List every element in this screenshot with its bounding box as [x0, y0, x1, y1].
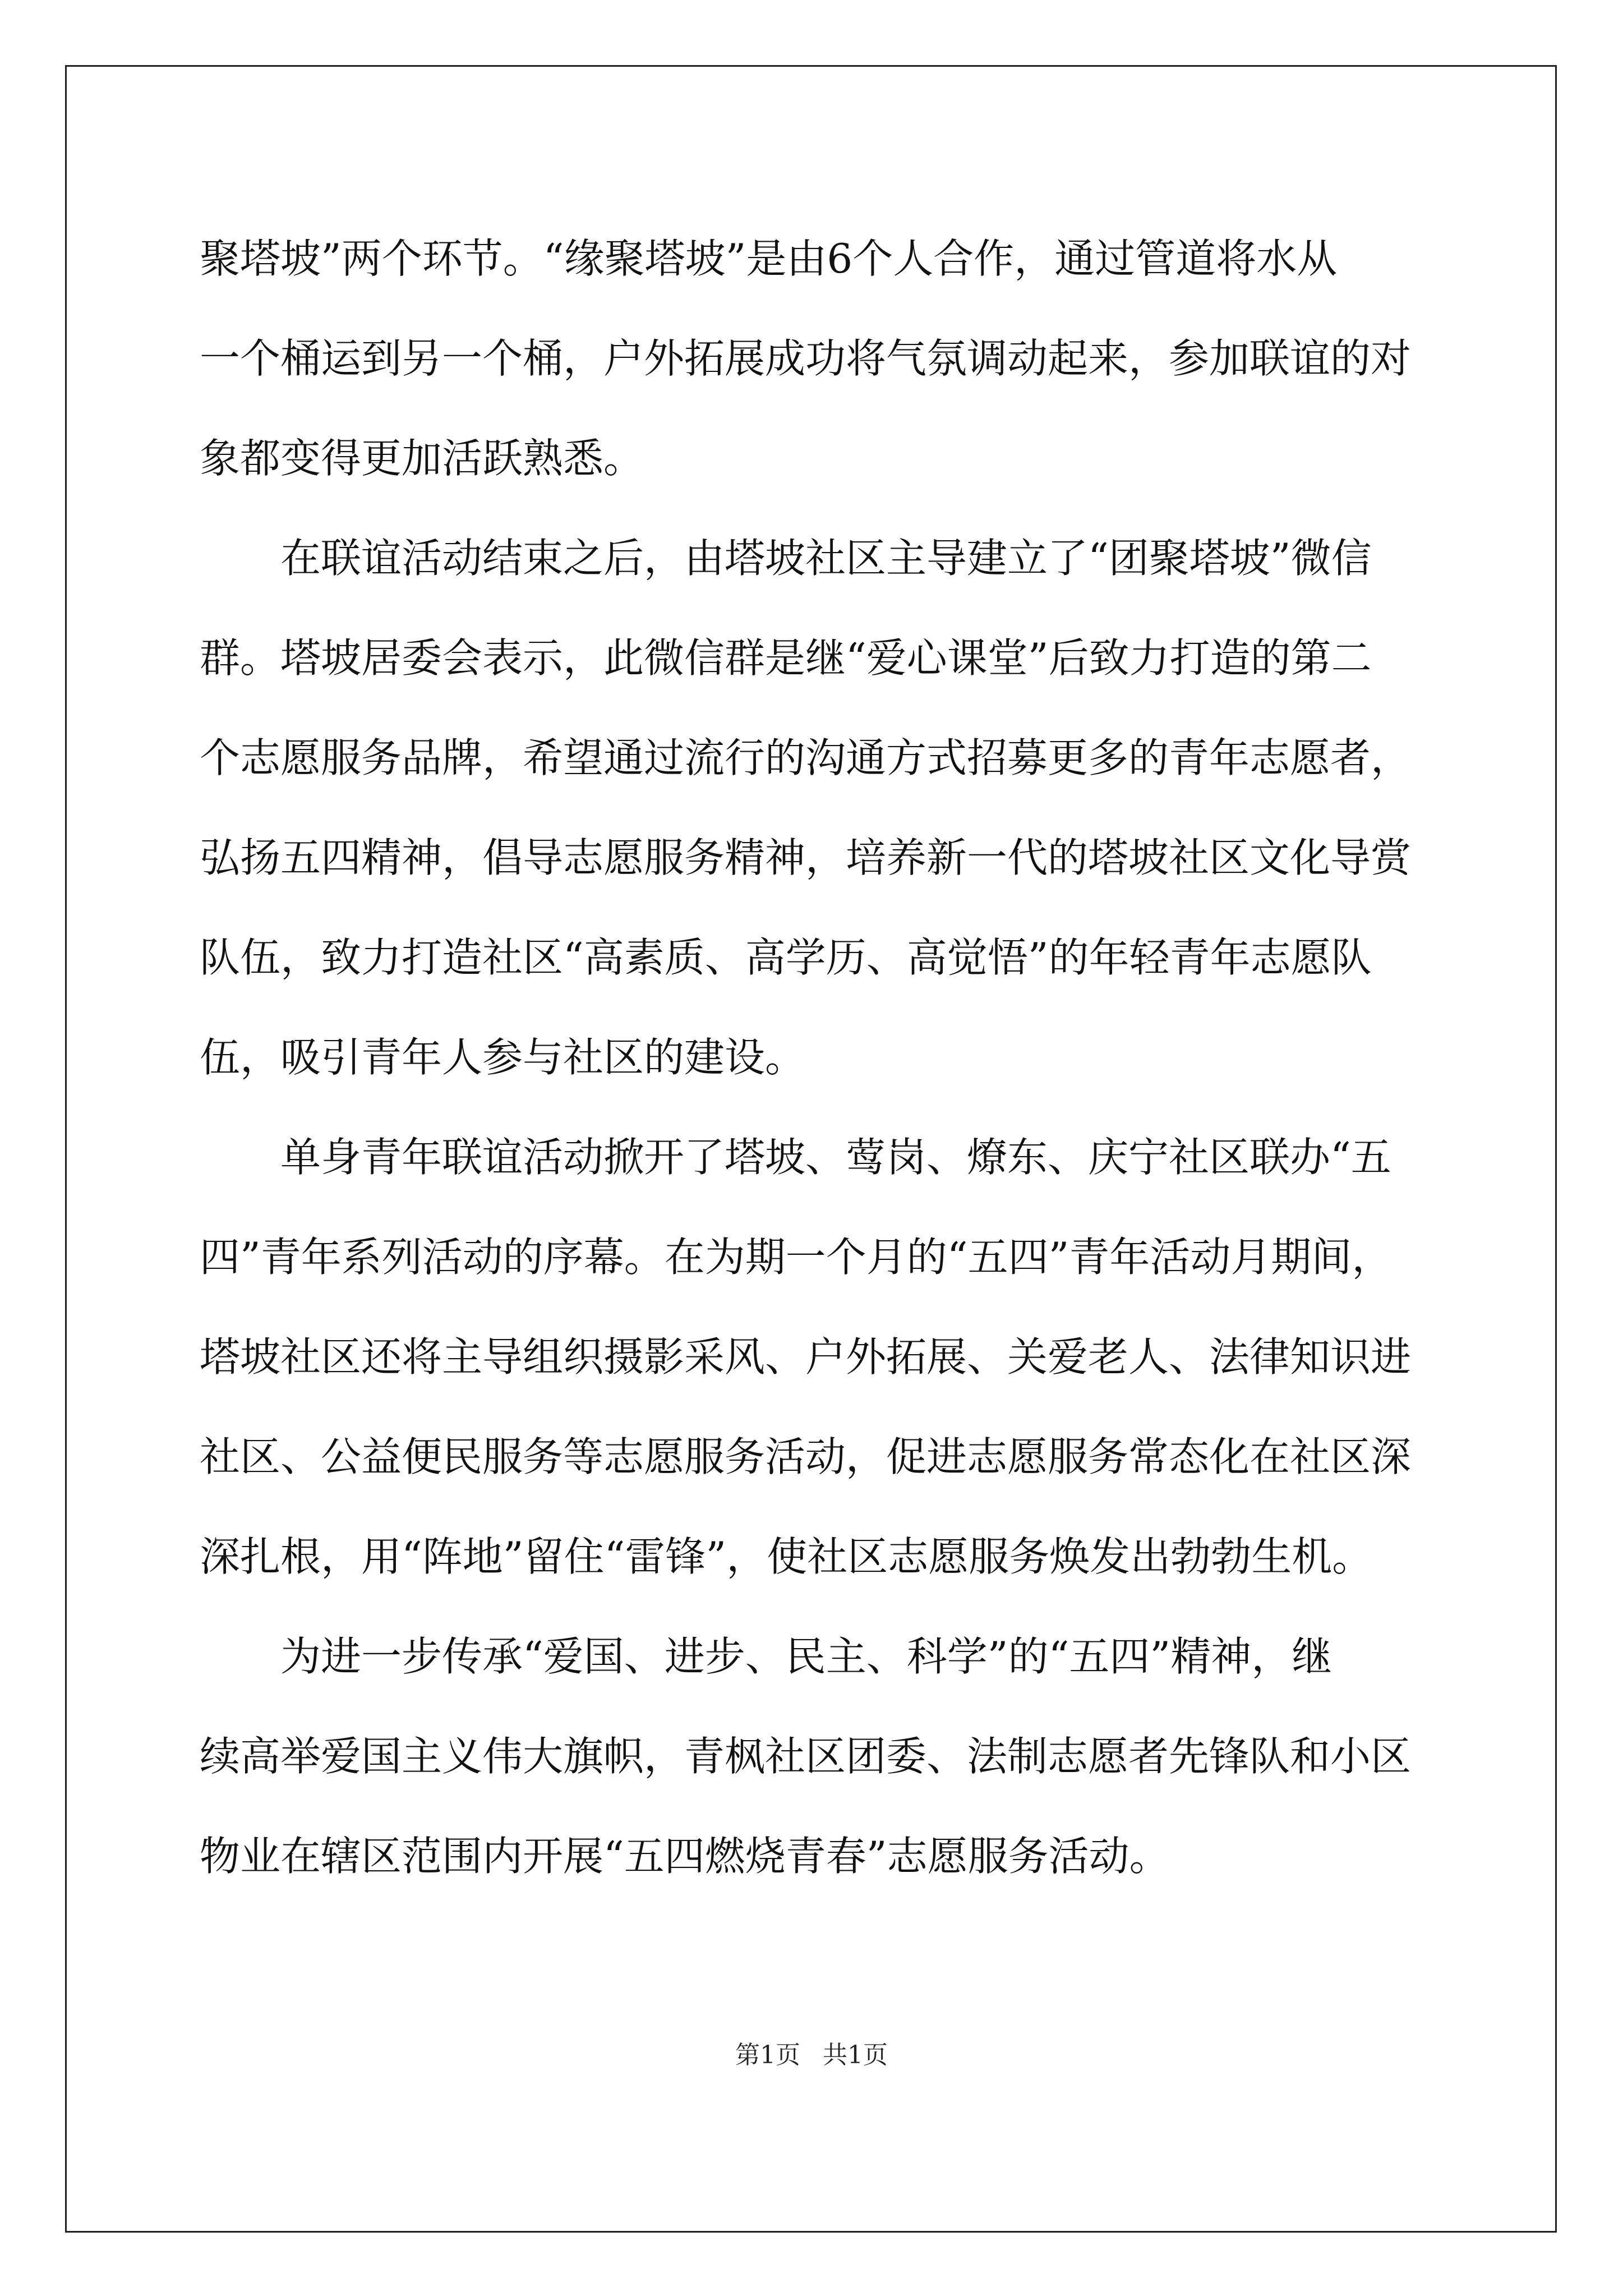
- paragraph-first-line: 为进一步传承“爱国、进步、民主、科学”的“五四”精神，继: [280, 1633, 1332, 1680]
- paragraph-first-line: 在联谊活动结束之后，由塔坡社区主导建立了“团聚塔坡”微信: [280, 535, 1372, 582]
- page-footer: [0, 2039, 1623, 2072]
- text-line: 深扎根，用“阵地”留住“雷锋”，使社区志愿服务焕发出勃勃生机。: [200, 1533, 1373, 1580]
- text-line: 物业在辖区范围内开展“五四燃烧青春”志愿服务活动。: [200, 1833, 1170, 1880]
- page-total: 共1页: [823, 2041, 888, 2069]
- text-line: 伍，吸引青年人参与社区的建设。: [200, 1034, 806, 1081]
- text-line: 塔坡社区还将主导组织摄影采风、户外拓展、关爱老人、法律知识进: [200, 1333, 1412, 1381]
- text-line: 群。塔坡居委会表示，此微信群是继“爱心课堂”后致力打造的第二: [200, 634, 1372, 682]
- text-line: 一个桶运到另一个桶，户外拓展成功将气氛调动起来，参加联谊的对: [200, 335, 1412, 382]
- text-line: 四”青年系列活动的序幕。在为期一个月的“五四”青年活动月期间，: [200, 1234, 1393, 1281]
- text-line: 聚塔坡”两个环节。“缘聚塔坡”是由6个人合作，通过管道将水从: [200, 235, 1338, 282]
- text-line: 象都变得更加活跃熟悉。: [200, 435, 644, 482]
- text-line: 队伍，致力打造社区“高素质、高学历、高觉悟”的年轻青年志愿队: [200, 934, 1372, 981]
- text-line: 弘扬五四精神，倡导志愿服务精神，培养新一代的塔坡社区文化导赏: [200, 834, 1412, 881]
- document-body: [200, 209, 1433, 1906]
- text-line: 社区、公益便民服务等志愿服务活动，促进志愿服务常态化在社区深: [200, 1433, 1412, 1480]
- page-number: 第1页: [735, 2041, 800, 2069]
- paragraph-first-line: 单身青年联谊活动掀开了塔坡、莺岗、燎东、庆宁社区联办“五: [280, 1134, 1391, 1181]
- text-line: 个志愿服务品牌，希望通过流行的沟通方式招募更多的青年志愿者，: [200, 734, 1412, 781]
- text-line: 续高举爱国主义伟大旗帜，青枫社区团委、法制志愿者先锋队和小区: [200, 1733, 1412, 1780]
